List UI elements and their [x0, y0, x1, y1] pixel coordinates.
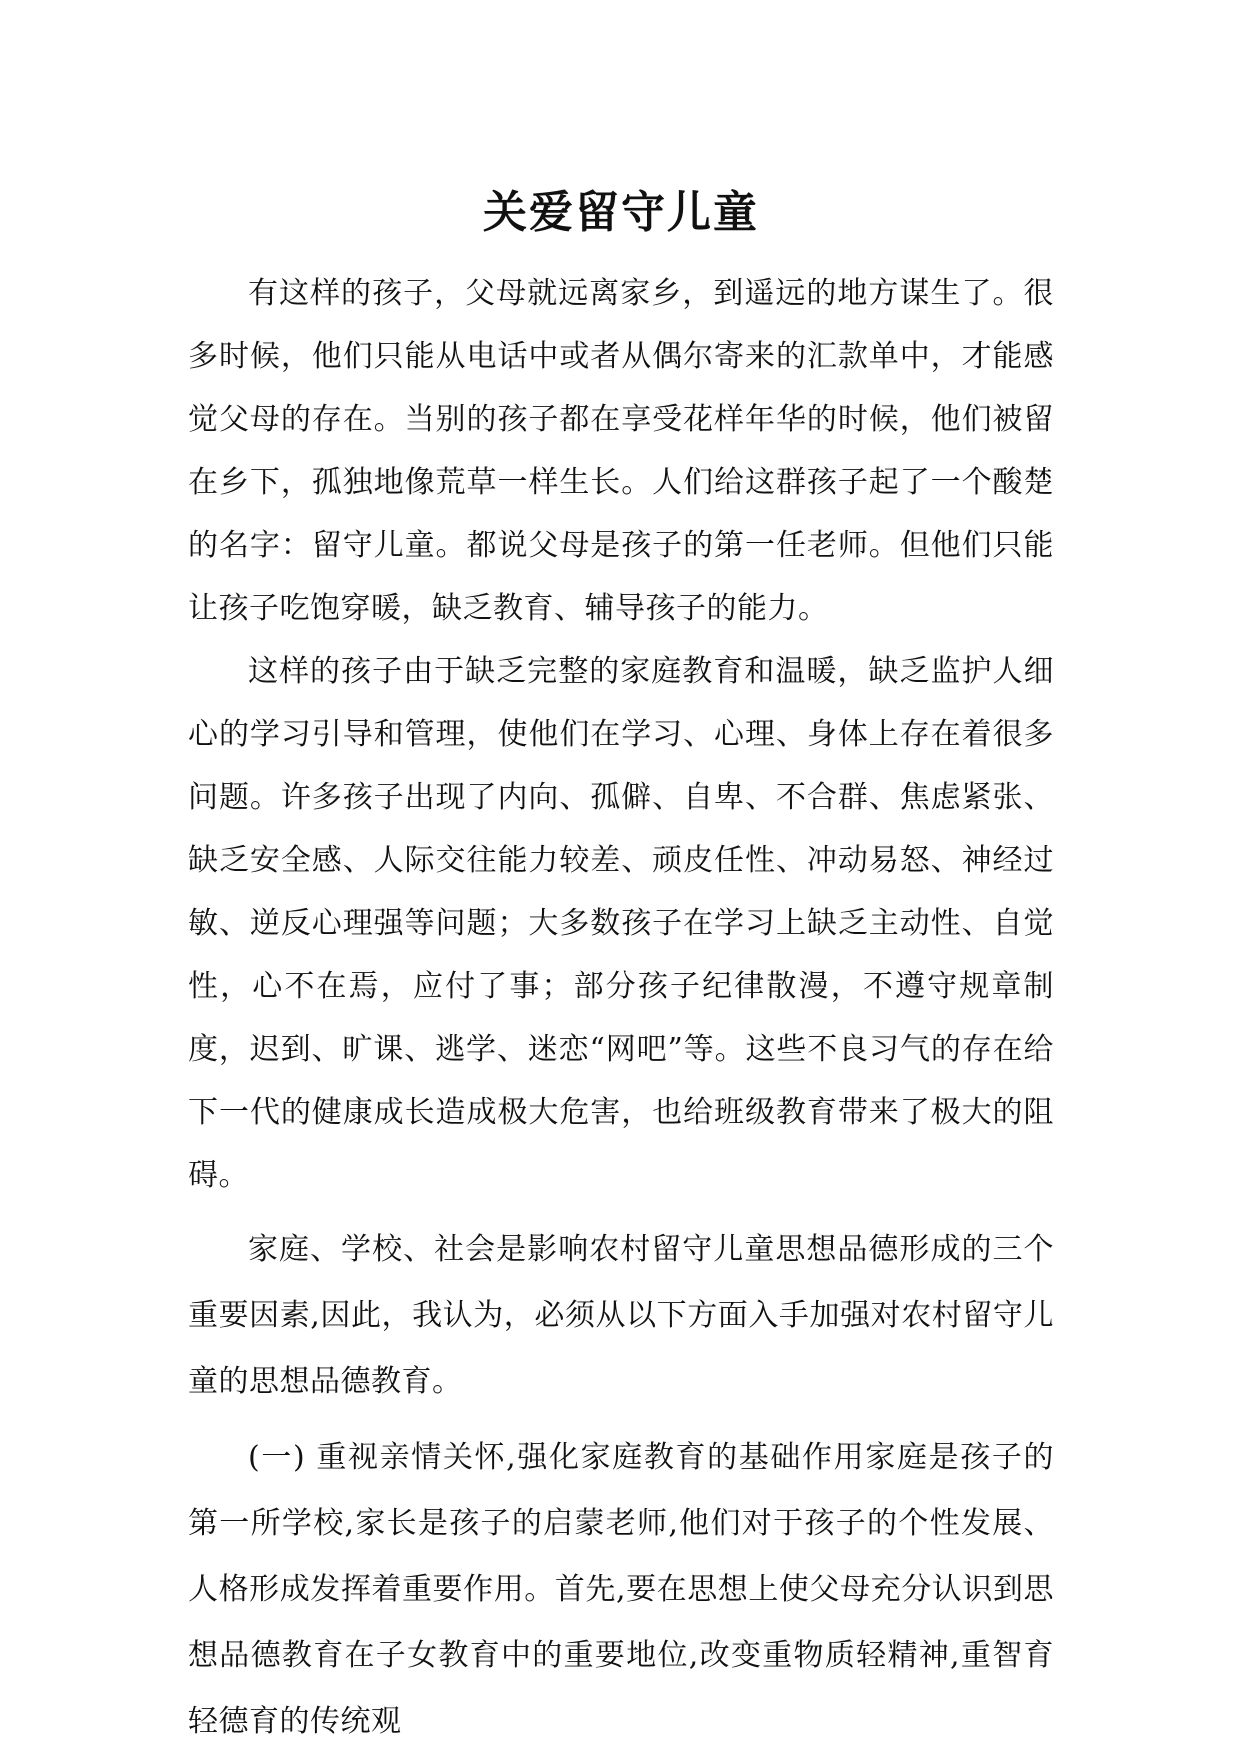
document-page: [188, 178, 1054, 1755]
paragraph-2: 这样的孩子由于缺乏完整的家庭教育和温暖，缺乏监护人细心的学习引导和管理，使他们在学习、心理、身体上存在着很多问题。许多孩子出现了内向、孤僻、自卑、不合群、焦虑紧张、缺乏安全感、人际交往能力较差、顽皮任性、冲动易怒、神经过敏、逆反心理强等问题；大多数孩子在学习上缺乏主动性、自觉性，心不在焉，应付了事；部分孩子纪律散漫，不遵守规章制度，迟到、旷课、逃学、迷恋“网吧”等。这些不良习气的存在给下一代的健康成长造成极大危害，也给班级教育带来了极大的阻碍。: [188, 654, 1054, 1193]
paragraph-4: (一) 重视亲情关怀,强化家庭教育的基础作用家庭是孩子的第一所学校,家长是孩子的启蒙老师,他们对于孩子的个性发展、人格形成发挥着重要作用。首先,要在思想上使父母充分认识到思想品德教育在子女教育中的重要地位,改变重物质轻精神,重智育轻德育的传统观: [188, 1440, 1054, 1739]
paragraph-1: 有这样的孩子，父母就远离家乡，到遥远的地方谋生了。很多时候，他们只能从电话中或者从偶尔寄来的汇款单中，才能感觉父母的存在。当别的孩子都在享受花样年华的时候，他们被留在乡下，孤独地像荒草一样生长。人们给这群孩子起了一个酸楚的名字：留守儿童。都说父母是孩子的第一任老师。但他们只能让孩子吃饱穿暖，缺乏教育、辅导孩子的能力。: [188, 276, 1054, 626]
document-title: 关爱留守儿童: [483, 187, 759, 238]
paragraph-3: 家庭、学校、社会是影响农村留守儿童思想品德形成的三个重要因素,因此，我认为，必须从以下方面入手加强对农村留守儿童的思想品德教育。: [188, 1232, 1054, 1399]
